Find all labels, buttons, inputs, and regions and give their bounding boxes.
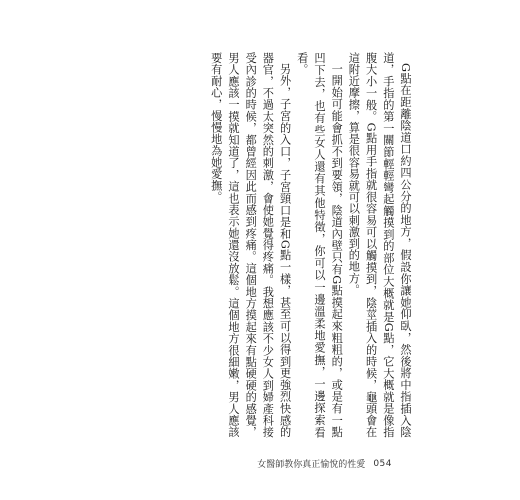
page-footer: [257, 457, 392, 470]
page-number: 054: [373, 458, 392, 469]
paragraph-2: 一開始可能會抓不到要領，陰道內壁只有G點摸起來粗粗的，或是有一點凹下去，也有些女人還有其他特徵，你可以一邊溫柔地愛撫，一邊探索看看。: [295, 52, 344, 438]
running-title: 女醫師教你真正愉悅的性愛: [257, 460, 366, 470]
paragraph-1: G點在距離陰道口約四公分的地方，假設你讓她仰臥，然後將中指插入陰道，手指的第一關節輕輕彎起觸摸到的部位大概就是G點，它大概就是像指腹大小一般。G點用手指就很容易可以觸摸到，陰莖插入的時候，龜頭會在這附近摩擦，算是很容易就可以刺激到的地方。: [347, 52, 412, 438]
body-text: [168, 52, 414, 438]
paragraph-3: 另外，子宮的入口，子宮頸口是和G點一樣，甚至可以得到更強烈快感的器官，不過太突然的刺激，會使她覺得疼痛。我想應該不少女人到婦產科接受內診的時候，都曾經因此而感到疼痛。這個地方摸起來有點硬硬的感覺，男人應該一摸就知道了，這也表示她還沒放鬆。這個地方很細嫩，男人應該要有耐心，慢慢地為她愛撫。: [209, 52, 292, 438]
